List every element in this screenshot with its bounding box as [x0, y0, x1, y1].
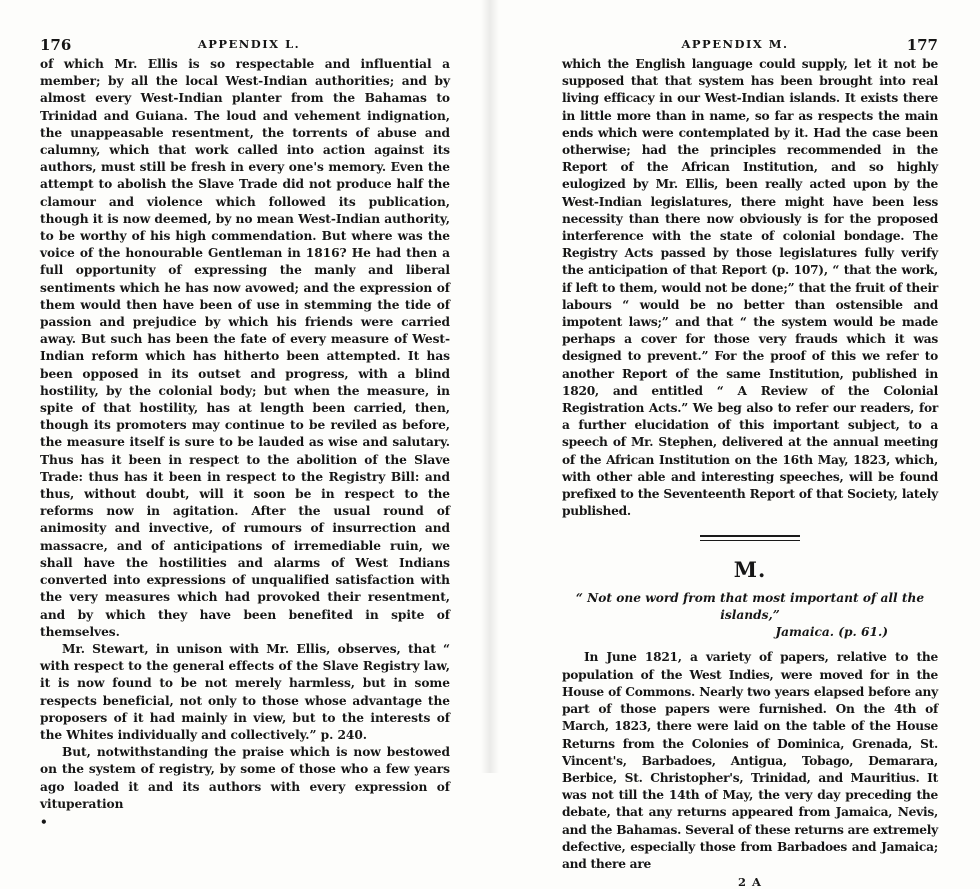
right-paragraph-top: which the English language could supply, let it not be supposed that that system has been brought into real living efficacy in our West-Indian islands. It exists there in little more than in name, so far as respects the main ends which were contemplated by it. Had the case been otherwise; had the principles recommended in the Report of the African Institution, and so highly eulogized by Mr. Ellis, been really acted upon by the West-Indian legislatures, there might have been less necessity than there now obviously is for the proposed interference with the state of colonial bondage. The Registry Acts passed by those legislatures fully verify the anticipation of that Report (p. 107), “ that the work, if left to them, would not be done;” that the fruit of their labours “ would be no better than ostensible and impotent laws;” and that “ the system would be made perhaps a cover for those very frauds which it was designed to prevent.” For the proof of this we refer to another Report of the same Institution, published in 1820, and entitled “ A Review of the Colonial Registration Acts.” We beg also to refer our readers, for a further elucidation of this important subject, to a speech of Mr. Stephen, delivered at the annual meeting of the African Institution on the 16th May, 1823, which, with other able and interesting speeches, will be found prefixed to the Seventeenth Report of that Society, lately published.	[562, 57, 938, 519]
section-divider-rule	[700, 535, 800, 541]
section-heading: M.	[733, 557, 767, 583]
left-page-number: 176	[40, 36, 72, 54]
left-bullet-mark: •	[40, 814, 48, 829]
right-paragraph-bottom: In June 1821, a variety of papers, relative to the population of the West Indies, were moved for in the House of Commons. Nearly two years elapsed before any part of those papers were furnished. On the 4th of March, 1823, there were laid on the table of the House Returns from the Colonies of Dominica, Grenada, St. Vincent's, Barbadoes, Antigua, Tobago, Demarara, Berbice, St. Christopher's, Trinidad, and Mauritius. It was not till the 14th of May, the very day preceding the debate, that any returns appeared from Jamaica, Nevis, and the Bahamas. Several of these returns are extremely defective, especially those from Barbadoes and Jamaica; and there are	[562, 650, 938, 871]
right-page-number: 177	[906, 36, 938, 54]
signature-mark: 2 A	[738, 875, 762, 889]
right-running-title: APPENDIX M.	[681, 37, 789, 51]
left-page	[0, 0, 490, 829]
left-paragraph-1: of which Mr. Ellis is so respectable and influential a member; by all the local West-Indian authorities; and by almost every West-Indian planter from the Bahamas to Trinidad and Guiana. The loud and vehement indignation, the unappeasable resentment, the torrents of abuse and calumny, which that work called into action against its authors, must still be fresh in every one's memory. Even the attempt to abolish the Slave Trade did not produce half the clamour and violence which followed its publication, though it is now deemed, by no mean West-Indian authority, to be worthy of his high commendation. But where was the voice of the honourable Gentleman in 1816? He had then a full opportunity of expressing the manly and liberal sentiments which he has now avowed; and the expression of them would then have been of use in stemming the tide of passion and prejudice by which his friends were carried away. But such has been the fate of every measure of West-Indian reform which has hitherto been attempted. It has been opposed in its outset and progress, with a blind hostility, by the colonial body; but when the measure, in spite of that hostility, has at length been carried, then, though its promoters may continue to be reviled as before, the measure itself is sure to be lauded as wise and salutary. Thus has it been in respect to the abolition of the Slave Trade: thus has it been in respect to the Registry Bill: and thus, without doubt, will it soon be in respect to the reforms now in agitation. After the usual round of animosity and invective, of rumours of insurrection and massacre, and of anticipations of irremediable ruin, we shall have the hostilities and alarms of West Indians converted into expressions of unqualified satisfaction with the very measures which had provoked their resentment, and by which they have been benefited in spite of themselves.	[40, 57, 450, 639]
left-running-title: APPENDIX L.	[197, 37, 301, 51]
right-running-head	[562, 36, 938, 56]
left-paragraph-3: But, notwithstanding the praise which is now bestowed on the system of registry, by some of those who a few years ago loaded it and its authors with every expression of vituperation	[40, 745, 450, 811]
left-running-head	[40, 36, 450, 56]
left-paragraph-2: Mr. Stewart, in unison with Mr. Ellis, observes, that “ with respect to the general effects of the Slave Registry law, it is now found to be not merely harmless, but in some respects beneficial, not only to those whose advantage the proposers of it had mainly in view, but to the interests of the Whites individually and collectively.” p. 240.	[40, 641, 450, 742]
epigraph-citation: Jamaica. (p. 61.)	[775, 625, 888, 640]
epigraph-quote: “ Not one word from that most important of all the islands,”	[575, 591, 925, 623]
section-epigraph	[562, 590, 938, 641]
right-page	[490, 0, 980, 889]
